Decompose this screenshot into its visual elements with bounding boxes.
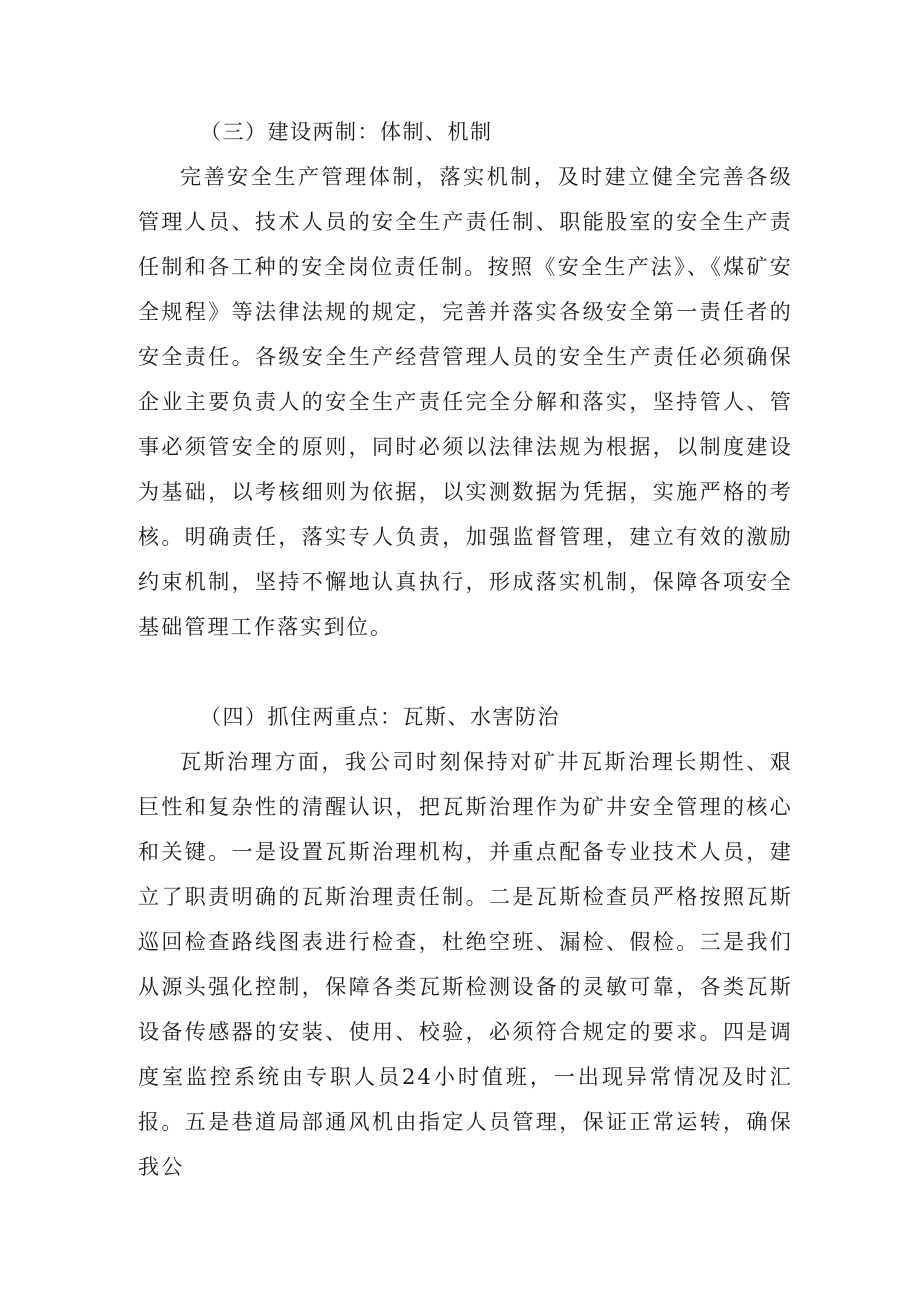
section-heading: （三）建设两制：体制、机制: [200, 120, 493, 144]
document-body: [138, 110, 793, 1179]
section-heading: （四）抓住两重点：瓦斯、水害防治: [200, 705, 560, 729]
section-paragraph: 瓦斯治理方面，我公司时刻保持对矿井瓦斯治理长期性、艰巨性和复杂性的清醒认识，把瓦斯治理作为矿井安全管理的核心和关键。一是设置瓦斯治理机构，并重点配备专业技术人员，建立了职责明确的瓦斯治理责任制。二是瓦斯检查员严格按照瓦斯巡回检查路线图表进行检查，杜绝空班、漏检、假检。三是我们从源头强化控制，保障各类瓦斯检测设备的灵敏可靠，各类瓦斯设备传感器的安装、使用、校验，必须符合规定的要求。四是调度室监控系统由专职人员24小时值班，一出现异常情况及时汇报。五是巷道局部通风机由指定人员管理，保证正常运转，确保我公: [138, 750, 793, 1179]
section-paragraph: 完善安全生产管理体制，落实机制，及时建立健全完善各级管理人员、技术人员的安全生产责任制、职能股室的安全生产责任制和各工种的安全岗位责任制。按照《安全生产法》、《煤矿安全规程》等法律法规的规定，完善并落实各级安全第一责任者的安全责任。各级安全生产经营管理人员的安全生产责任必须确保企业主要负责人的安全生产责任完全分解和落实，坚持管人、管事必须管安全的原则，同时必须以法律法规为根据，以制度建设为基础，以考核细则为依据，以实测数据为凭据，实施严格的考核。明确责任，落实专人负责，加强监督管理，建立有效的激励约束机制，坚持不懈地认真执行，形成落实机制，保障各项安全基础管理工作落实到位。: [138, 165, 793, 639]
